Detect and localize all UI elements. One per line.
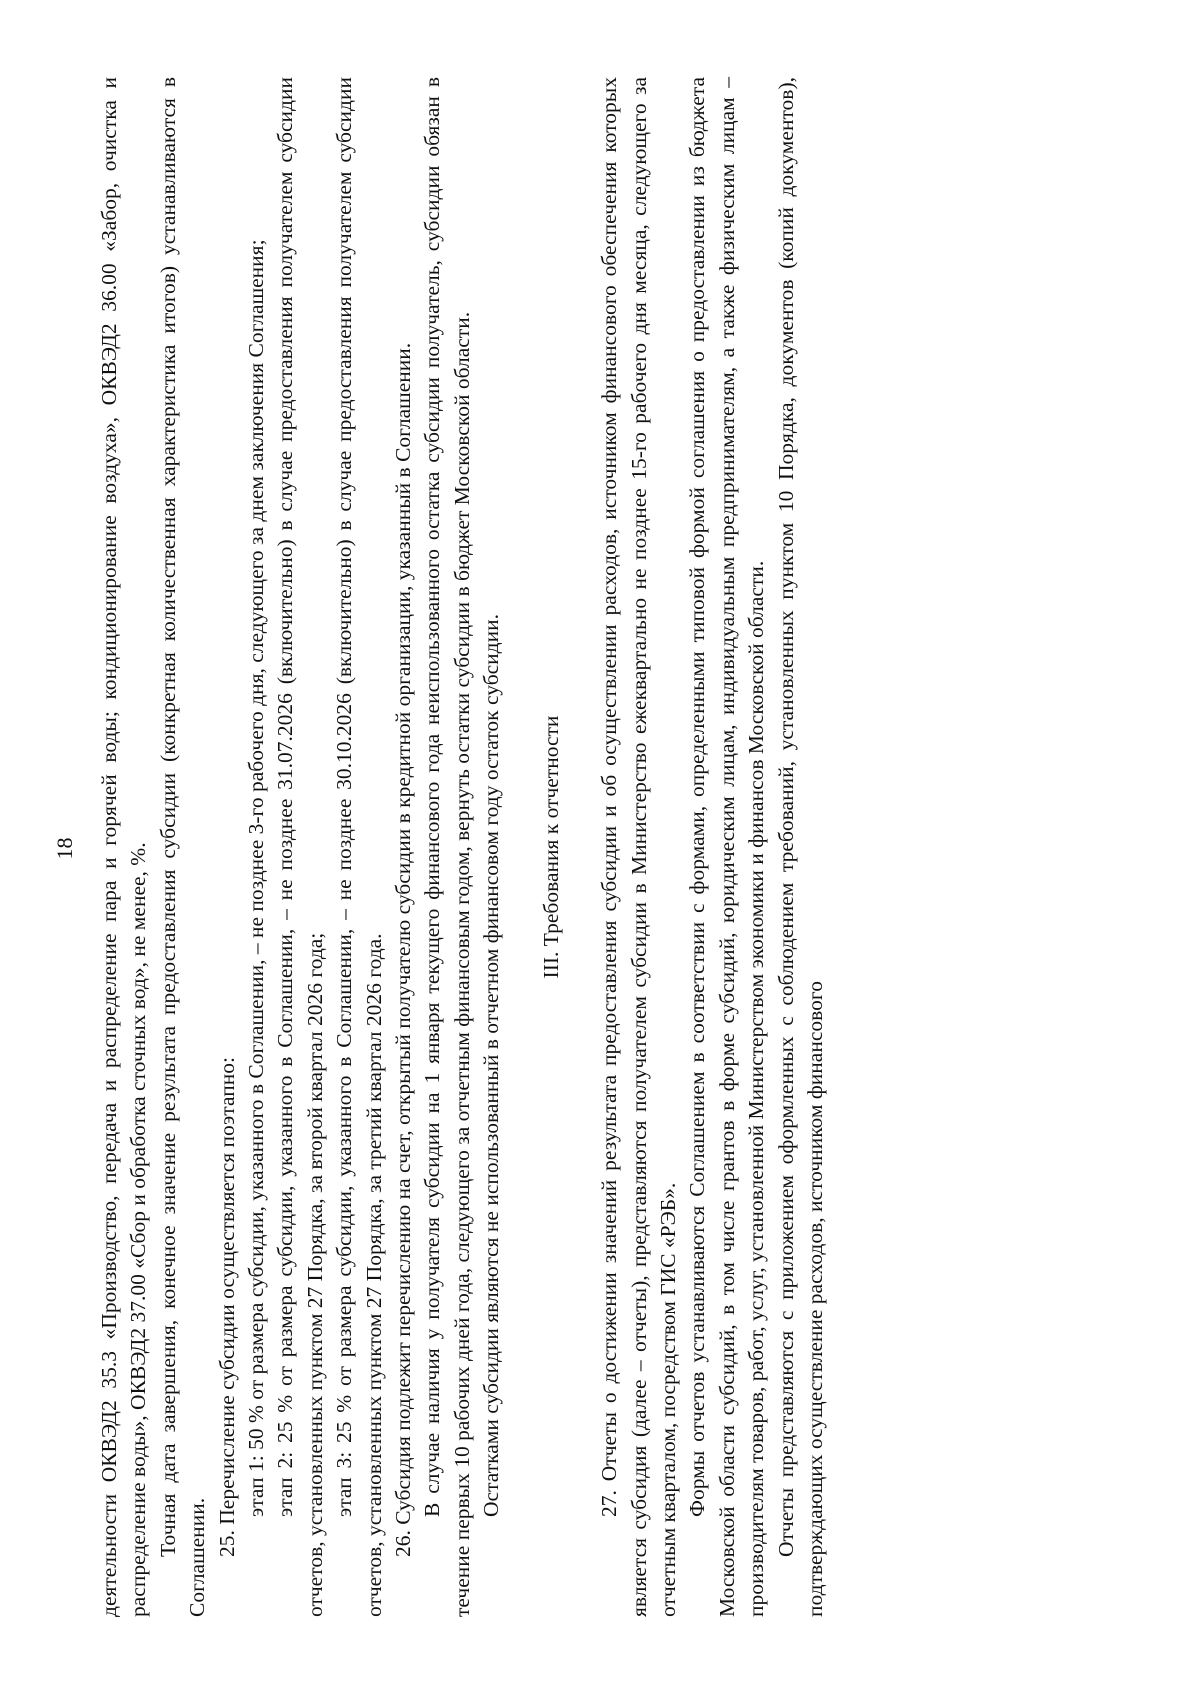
paragraph: 27. Отчеты о достижении значений результата предоставления субсидии и об осуществлении расходов, источником финансового обеспечения которых является субсидия (далее – отчеты), представляются получателем субсидии в Министерство ежеквартально не позднее 15-го рабочего дня месяца, следующего за отчетным кварталом, посредством ГИС «РЭБ».: [597, 77, 680, 1617]
paragraph: этап 2: 25 % от размера субсидии, указанного в Соглашении, – не позднее 31.07.2026 (включительно) в случае предоставления получателем субсидии отчетов, установленных пунктом 27 Порядка, за второй квартал 2026 года;: [273, 77, 327, 1617]
section-heading: III. Требования к отчетности: [538, 715, 563, 979]
paragraph: 26. Субсидия подлежит перечислению на счет, открытый получателю субсидии в кредитной организации, указанный в Соглашении.: [391, 342, 416, 1557]
paragraph: деятельности ОКВЭД2 35.3 «Производство, передача и распределение пара и горячей воды; кондиционирование воздуха», ОКВЭД2 36.00 «Забор, очистка и распределение воды», ОКВЭД2 37.00 «Сбор и обработка сточных вод», не менее, %.: [97, 77, 151, 1617]
paragraph: 25. Перечисление субсидии осуществляется поэтапно:: [214, 1057, 239, 1557]
document-body: [95, 77, 830, 1617]
page-number: 18: [52, 837, 77, 860]
paragraph: Остатками субсидии являются не использованный в отчетном финансовом году остаток субсидии.: [479, 613, 504, 1517]
paragraph: этап 3: 25 % от размера субсидии, указанного в Соглашении, – не позднее 30.10.2026 (включительно) в случае предоставления получателем субсидии отчетов, установленных пунктом 27 Порядка, за третий квартал 2026 года.: [332, 77, 386, 1617]
paragraph: Точная дата завершения, конечное значение результата предоставления субсидии (конкретная количественная характеристика итогов) устанавливаются в Соглашении.: [155, 77, 210, 1617]
paragraph: Отчеты представляются с приложением оформленных с соблюдением требований, установленных пунктом 10 Порядка, документов (копий документов), подтверждающих осуществление расходов, источником финансового: [773, 77, 827, 1617]
paragraph: Формы отчетов устанавливаются Соглашением в соответствии с формами, определенными типовой формой соглашения о предоставлении из бюджета Московской области субсидий, в том числе грантов в форме субсидий, юридическим лицам, индивидуальным предпринимателям, а также физическим лицам – производителям товаров, работ, услуг, установленной Министерством экономики и финансов Московской области.: [685, 77, 769, 1617]
paragraph: В случае наличия у получателя субсидии на 1 января текущего финансового года неиспользованного остатка субсидии получатель, субсидии обязан в течение первых 10 рабочих дней года, следующего за отчетным финансовым годом, вернуть остатки субсидии в бюджет Московской области.: [420, 77, 474, 1617]
paragraph: этап 1: 50 % от размера субсидии, указанного в Соглашении, – не позднее 3-го рабочего дня, следующего за днем заключения Соглашения;: [244, 239, 269, 1517]
